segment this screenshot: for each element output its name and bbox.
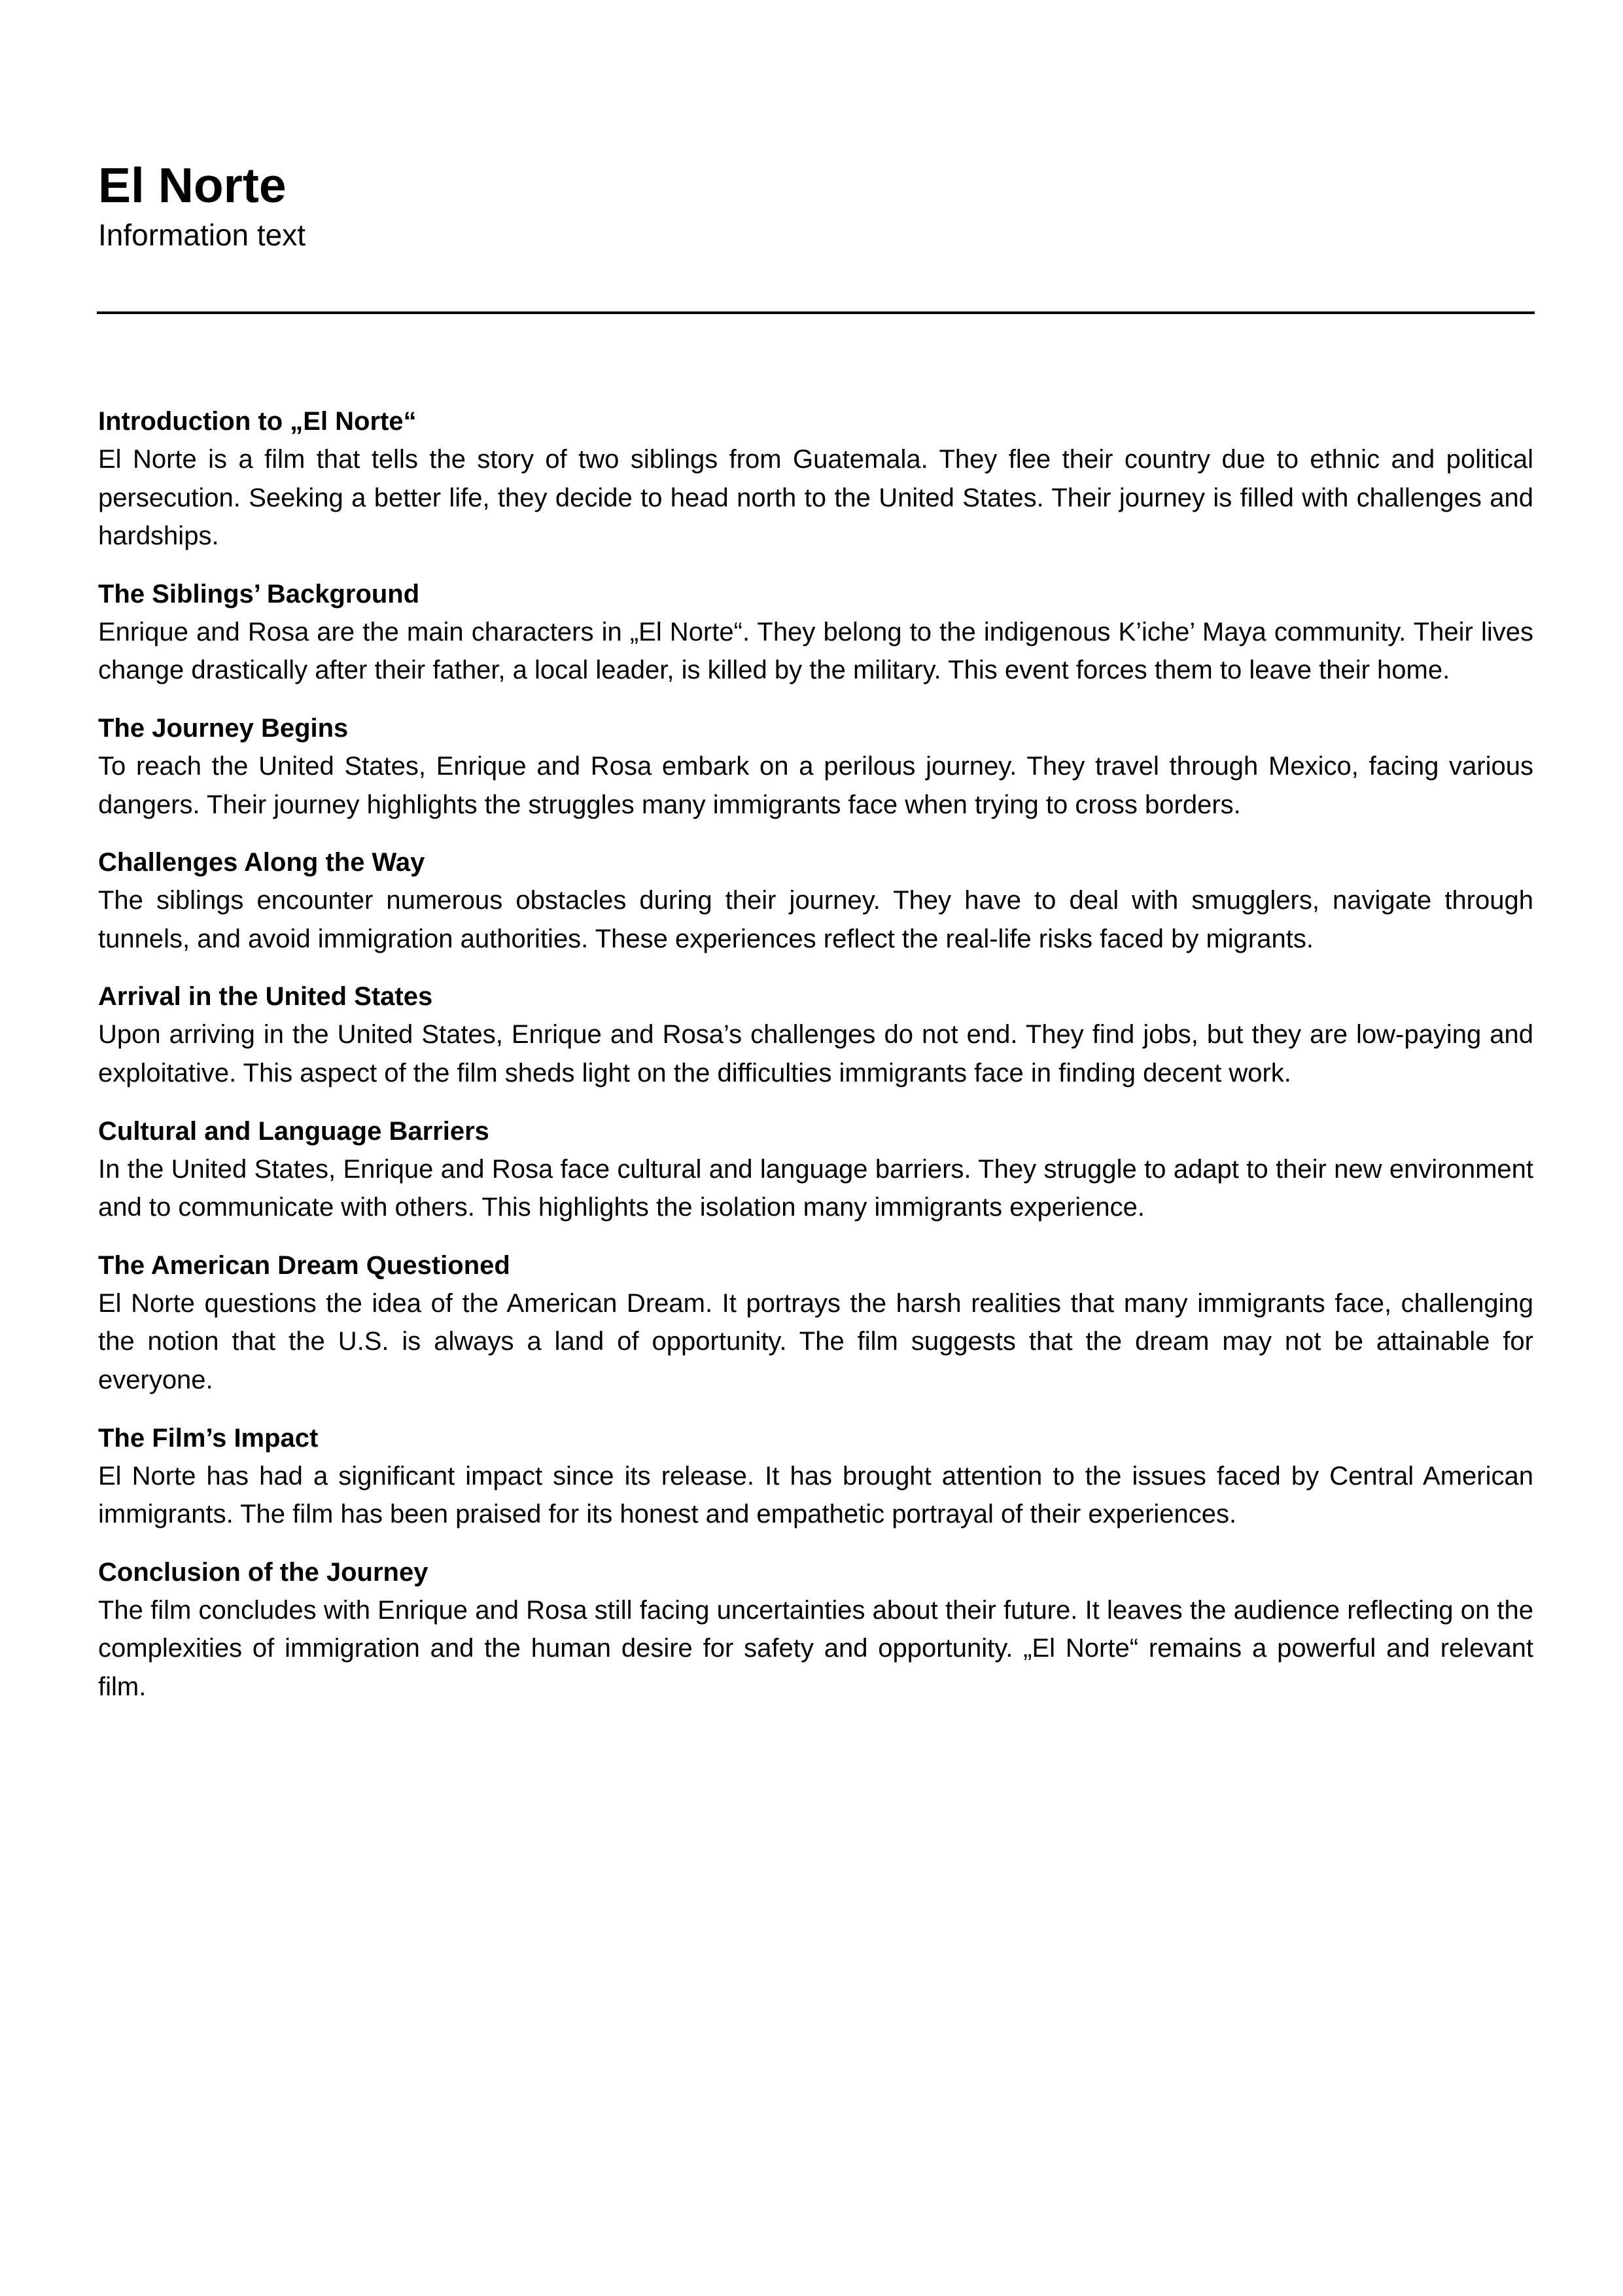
page-title: El Norte xyxy=(98,158,287,213)
document-page xyxy=(98,0,1533,2296)
section-heading: Challenges Along the Way xyxy=(98,848,425,877)
page-subtitle: Information text xyxy=(98,218,306,252)
section-introduction xyxy=(98,402,1533,556)
section-heading: Introduction to „El Norte“ xyxy=(98,407,417,436)
section-film-impact xyxy=(98,1419,1533,1534)
section-body: To reach the United States, Enrique and Rosa embark on a perilous journey. They travel through Mexico, facing various dangers. Their journey highlights the struggles many immigrants face when trying to cross borders. xyxy=(98,751,1533,819)
section-body: El Norte has had a significant impact since its release. It has brought attention to the issues faced by Central American immigrants. The film has been praised for its honest and empathetic portrayal of their experiences. xyxy=(98,1461,1533,1529)
section-body: In the United States, Enrique and Rosa face cultural and language barriers. They struggle to adapt to their new environment and to communicate with others. This highlights the isolation many immigrants experience. xyxy=(98,1154,1533,1222)
section-journey-begins xyxy=(98,709,1533,824)
section-body: El Norte is a film that tells the story of two siblings from Guatemala. They flee their country due to ethnic and political persecution. Seeking a better life, they decide to head north to the United States. Their journey is filled with challenges and hardships. xyxy=(98,445,1533,551)
title-divider xyxy=(97,311,1535,314)
section-body: Upon arriving in the United States, Enrique and Rosa’s challenges do not end. They find jobs, but they are low-paying and exploitative. This aspect of the film sheds light on the difficulties immigrants face in finding decent work. xyxy=(98,1020,1533,1087)
section-siblings-background xyxy=(98,575,1533,690)
section-body: The siblings encounter numerous obstacles during their journey. They have to deal with smugglers, navigate through tunnels, and avoid immigration authorities. These experiences reflect the real-life risks faced by migrants. xyxy=(98,886,1533,953)
section-heading: Cultural and Language Barriers xyxy=(98,1116,489,1146)
section-american-dream xyxy=(98,1246,1533,1400)
section-challenges xyxy=(98,843,1533,958)
section-body: The film concludes with Enrique and Rosa still facing uncertainties about their future. It leaves the audience reflecting on the complexities of immigration and the human desire for safety and opportunity. „El Norte“ remains a powerful and relevant film. xyxy=(98,1595,1533,1701)
section-heading: The American Dream Questioned xyxy=(98,1250,510,1280)
sections-list xyxy=(98,402,1533,1725)
section-heading: The Siblings’ Background xyxy=(98,579,420,609)
section-conclusion xyxy=(98,1553,1533,1706)
section-body: El Norte questions the idea of the American Dream. It portrays the harsh realities that many immigrants face, challenging the notion that the U.S. is always a land of opportunity. The film suggests that the dream may not be attainable for everyone. xyxy=(98,1288,1533,1394)
section-arrival xyxy=(98,978,1533,1092)
section-body: Enrique and Rosa are the main characters in „El Norte“. They belong to the indigenous K’iche’ Maya community. Their lives change drastically after their father, a local leader, is killed by the military. This event forces them to leave their home. xyxy=(98,617,1533,685)
section-heading: The Film’s Impact xyxy=(98,1423,319,1453)
section-heading: The Journey Begins xyxy=(98,713,349,743)
section-cultural-barriers xyxy=(98,1112,1533,1227)
section-heading: Conclusion of the Journey xyxy=(98,1557,428,1587)
section-heading: Arrival in the United States xyxy=(98,982,433,1012)
